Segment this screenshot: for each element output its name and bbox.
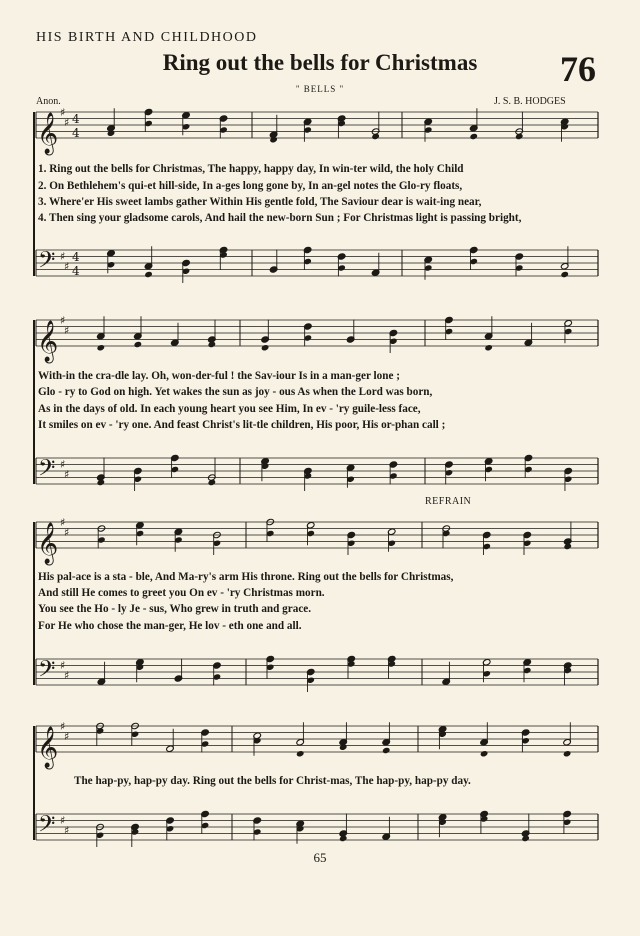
note-head bbox=[97, 344, 106, 351]
lyric-line: As in the days of old. In each young heart you see Him, In ev - 'ry guile-less face, bbox=[38, 403, 421, 415]
key-sharp: ♯ bbox=[64, 526, 70, 539]
key-sharp: ♯ bbox=[64, 260, 70, 273]
lyric-line: You see the Ho - ly Je - sus, Who grew in truth and grace. bbox=[38, 603, 312, 615]
key-sharp: ♯ bbox=[60, 720, 66, 733]
refrain-label: REFRAIN bbox=[425, 496, 472, 507]
lyric-line: For He who chose the man-ger, He lov - eth one and all. bbox=[38, 620, 302, 632]
lyric-line: And still He comes to greet you On ev - 'ry Christmas morn. bbox=[38, 587, 325, 599]
key-sharp: ♯ bbox=[60, 659, 66, 672]
key-sharp: ♯ bbox=[64, 468, 70, 481]
time-signature: 4 bbox=[72, 264, 80, 278]
note-head bbox=[382, 747, 391, 754]
bass-clef: 𝄢 bbox=[38, 455, 56, 487]
note-head bbox=[563, 750, 572, 757]
key-sharp: ♯ bbox=[64, 324, 70, 337]
time-signature: 4 bbox=[72, 126, 80, 140]
key-sharp: ♯ bbox=[64, 669, 70, 682]
key-sharp: ♯ bbox=[60, 314, 66, 327]
hymn-number: 76 bbox=[560, 49, 596, 89]
page-number: 65 bbox=[313, 850, 327, 865]
time-signature: 4 bbox=[72, 112, 80, 126]
key-sharp: ♯ bbox=[60, 106, 66, 119]
tune-name: " BELLS " bbox=[295, 84, 345, 94]
lyric-line: The hap-py, hap-py day. Ring out the bells for Christ-mas, The hap-py, hap-py day. bbox=[74, 775, 471, 787]
note-head bbox=[560, 271, 569, 278]
treble-clef: 𝄞 bbox=[37, 321, 59, 362]
lyric-line: 1. Ring out the bells for Christmas, The happy, happy day, In win-ter wild, the holy Child bbox=[38, 163, 464, 175]
note-head bbox=[484, 344, 493, 351]
key-sharp: ♯ bbox=[60, 250, 66, 263]
composer-credit: J. S. B. HODGES bbox=[494, 96, 566, 107]
key-sharp: ♯ bbox=[64, 116, 70, 129]
lyric-line: 3. Where'er His sweet lambs gather Within His gentle fold, The Saviour dear is wait-ing near, bbox=[38, 196, 482, 208]
note-head bbox=[469, 133, 478, 140]
note-head bbox=[134, 341, 143, 348]
key-sharp: ♯ bbox=[64, 730, 70, 743]
key-sharp: ♯ bbox=[60, 814, 66, 827]
author-credit: Anon. bbox=[36, 96, 61, 107]
lyric-line: Glo - ry to God on high. Yet wakes the sun as joy - ous As when the Lord was born, bbox=[38, 386, 433, 398]
hymn-title: Ring out the bells for Christmas bbox=[162, 50, 478, 75]
lyric-line: 2. On Bethlehem's qui-et hill-side, In a-ges long gone by, In an-gel notes the Glo-ry floats, bbox=[38, 180, 463, 192]
note-head bbox=[144, 271, 153, 278]
note-head bbox=[296, 750, 305, 757]
bass-clef: 𝄢 bbox=[38, 811, 56, 843]
note-head bbox=[480, 750, 489, 757]
note-head bbox=[261, 344, 270, 351]
key-sharp: ♯ bbox=[60, 516, 66, 529]
treble-clef: 𝄞 bbox=[37, 727, 59, 768]
treble-clef: 𝄞 bbox=[37, 113, 59, 154]
lyric-line: His pal-ace is a sta - ble, And Ma-ry's arm His throne. Ring out the bells for Christmas, bbox=[38, 571, 454, 583]
lyric-line: With-in the cra-dle lay. Oh, won-der-ful ! the Sav-iour Is in a man-ger lone ; bbox=[38, 370, 400, 382]
bass-clef: 𝄢 bbox=[38, 656, 56, 688]
lyric-line: 4. Then sing your gladsome carols, And hail the new-born Sun ; For Christmas light is passing bright, bbox=[38, 212, 522, 224]
lyric-line: It smiles on ev - 'ry one. And feast Christ's lit-tle children, His poor, His or-phan call ; bbox=[38, 419, 446, 431]
time-signature: 4 bbox=[72, 250, 80, 264]
key-sharp: ♯ bbox=[64, 824, 70, 837]
section-title: HIS BIRTH AND CHILDHOOD bbox=[36, 30, 258, 45]
key-sharp: ♯ bbox=[60, 458, 66, 471]
bass-clef: 𝄢 bbox=[38, 247, 56, 279]
treble-clef: 𝄞 bbox=[37, 523, 59, 564]
